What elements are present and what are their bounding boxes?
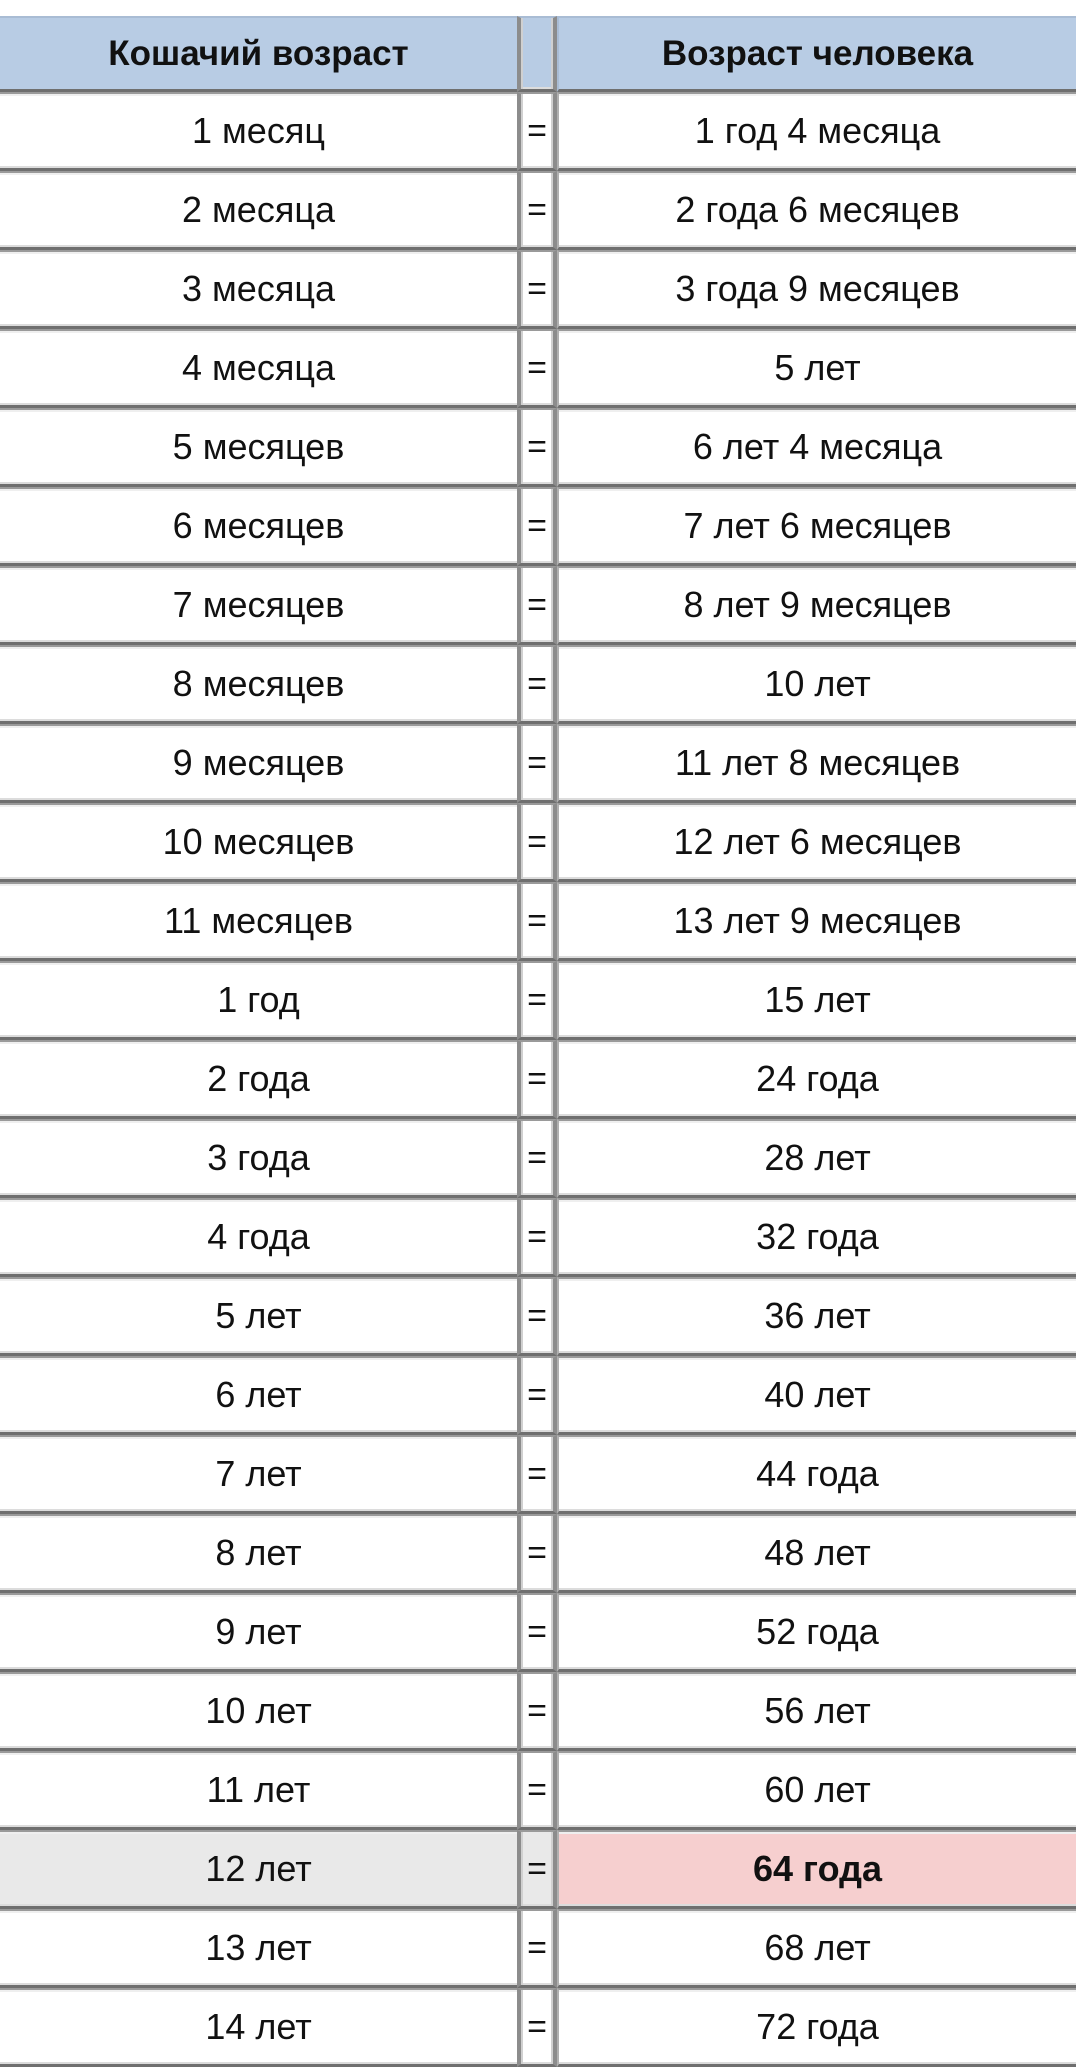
table-row bbox=[0, 1672, 1076, 1751]
human-age-cell: 2 года 6 месяцев bbox=[557, 171, 1076, 250]
table-row bbox=[0, 1277, 1076, 1356]
cat-age-cell: 4 месяца bbox=[0, 329, 517, 408]
human-age-cell: 10 лет bbox=[557, 645, 1076, 724]
equals-sign-cell: = bbox=[517, 1751, 557, 1830]
cat-age-cell: 9 лет bbox=[0, 1593, 517, 1672]
cat-age-cell: 2 месяца bbox=[0, 171, 517, 250]
table-row bbox=[0, 1198, 1076, 1277]
table-row bbox=[0, 1356, 1076, 1435]
equals-sign-cell: = bbox=[517, 1119, 557, 1198]
cat-age-cell: 8 лет bbox=[0, 1514, 517, 1593]
table-row bbox=[0, 1988, 1076, 2067]
human-age-cell: 8 лет 9 месяцев bbox=[557, 566, 1076, 645]
equals-sign-cell: = bbox=[517, 724, 557, 803]
equals-sign-cell: = bbox=[517, 92, 557, 171]
table-row bbox=[0, 1909, 1076, 1988]
cat-age-cell: 5 месяцев bbox=[0, 408, 517, 487]
human-age-cell: 64 года bbox=[557, 1830, 1076, 1909]
human-age-cell: 68 лет bbox=[557, 1909, 1076, 1988]
table-row bbox=[0, 1593, 1076, 1672]
human-age-cell: 12 лет 6 месяцев bbox=[557, 803, 1076, 882]
human-age-cell: 28 лет bbox=[557, 1119, 1076, 1198]
cat-age-cell: 9 месяцев bbox=[0, 724, 517, 803]
table-row bbox=[0, 1435, 1076, 1514]
human-age-cell: 36 лет bbox=[557, 1277, 1076, 1356]
equals-sign-cell: = bbox=[517, 1435, 557, 1514]
human-age-cell: 3 года 9 месяцев bbox=[557, 250, 1076, 329]
human-age-cell: 24 года bbox=[557, 1040, 1076, 1119]
table-row bbox=[0, 1040, 1076, 1119]
table-row bbox=[0, 724, 1076, 803]
table-row bbox=[0, 961, 1076, 1040]
equals-sign-cell: = bbox=[517, 1672, 557, 1751]
table-row bbox=[0, 408, 1076, 487]
human-age-cell: 13 лет 9 месяцев bbox=[557, 882, 1076, 961]
cat-age-cell: 8 месяцев bbox=[0, 645, 517, 724]
equals-sign-cell: = bbox=[517, 882, 557, 961]
cat-age-cell: 10 месяцев bbox=[0, 803, 517, 882]
table-row bbox=[0, 171, 1076, 250]
equals-sign-cell: = bbox=[517, 171, 557, 250]
equals-sign-cell: = bbox=[517, 1356, 557, 1435]
cat-age-cell: 2 года bbox=[0, 1040, 517, 1119]
table-row bbox=[0, 1830, 1076, 1909]
human-age-cell: 40 лет bbox=[557, 1356, 1076, 1435]
human-age-cell: 5 лет bbox=[557, 329, 1076, 408]
table-row bbox=[0, 1514, 1076, 1593]
header-cat-age: Кошачий возраст bbox=[0, 16, 517, 92]
table-header-row bbox=[0, 16, 1076, 92]
human-age-cell: 11 лет 8 месяцев bbox=[557, 724, 1076, 803]
table-row bbox=[0, 645, 1076, 724]
human-age-cell: 32 года bbox=[557, 1198, 1076, 1277]
equals-sign-cell: = bbox=[517, 1040, 557, 1119]
cat-age-cell: 13 лет bbox=[0, 1909, 517, 1988]
cat-age-cell: 10 лет bbox=[0, 1672, 517, 1751]
equals-sign-cell: = bbox=[517, 329, 557, 408]
equals-sign-cell: = bbox=[517, 645, 557, 724]
cat-age-cell: 4 года bbox=[0, 1198, 517, 1277]
equals-sign-cell: = bbox=[517, 1988, 557, 2067]
human-age-cell: 15 лет bbox=[557, 961, 1076, 1040]
equals-sign-cell: = bbox=[517, 1277, 557, 1356]
human-age-cell: 52 года bbox=[557, 1593, 1076, 1672]
equals-sign-cell: = bbox=[517, 1198, 557, 1277]
equals-sign-cell: = bbox=[517, 803, 557, 882]
header-separator bbox=[517, 16, 557, 92]
cat-age-cell: 1 месяц bbox=[0, 92, 517, 171]
cat-age-cell: 1 год bbox=[0, 961, 517, 1040]
cat-age-cell: 7 месяцев bbox=[0, 566, 517, 645]
equals-sign-cell: = bbox=[517, 1909, 557, 1988]
header-human-age: Возраст человека bbox=[557, 16, 1076, 92]
human-age-cell: 48 лет bbox=[557, 1514, 1076, 1593]
cat-age-cell: 14 лет bbox=[0, 1988, 517, 2067]
human-age-cell: 56 лет bbox=[557, 1672, 1076, 1751]
table-row bbox=[0, 329, 1076, 408]
cat-human-age-table bbox=[0, 16, 1076, 2067]
table-row bbox=[0, 92, 1076, 171]
equals-sign-cell: = bbox=[517, 1830, 557, 1909]
cat-age-cell: 6 лет bbox=[0, 1356, 517, 1435]
table-row bbox=[0, 882, 1076, 961]
human-age-cell: 1 год 4 месяца bbox=[557, 92, 1076, 171]
equals-sign-cell: = bbox=[517, 566, 557, 645]
human-age-cell: 60 лет bbox=[557, 1751, 1076, 1830]
human-age-cell: 6 лет 4 месяца bbox=[557, 408, 1076, 487]
equals-sign-cell: = bbox=[517, 1514, 557, 1593]
cat-age-cell: 5 лет bbox=[0, 1277, 517, 1356]
cat-age-cell: 12 лет bbox=[0, 1830, 517, 1909]
equals-sign-cell: = bbox=[517, 408, 557, 487]
table-row bbox=[0, 487, 1076, 566]
table-row bbox=[0, 803, 1076, 882]
cat-age-cell: 7 лет bbox=[0, 1435, 517, 1514]
cat-age-cell: 3 месяца bbox=[0, 250, 517, 329]
table-row bbox=[0, 250, 1076, 329]
human-age-cell: 7 лет 6 месяцев bbox=[557, 487, 1076, 566]
equals-sign-cell: = bbox=[517, 250, 557, 329]
table-row bbox=[0, 566, 1076, 645]
cat-age-cell: 11 лет bbox=[0, 1751, 517, 1830]
equals-sign-cell: = bbox=[517, 961, 557, 1040]
equals-sign-cell: = bbox=[517, 487, 557, 566]
table-row bbox=[0, 1751, 1076, 1830]
table-row bbox=[0, 1119, 1076, 1198]
human-age-cell: 72 года bbox=[557, 1988, 1076, 2067]
table-body bbox=[0, 92, 1076, 2067]
cat-age-cell: 11 месяцев bbox=[0, 882, 517, 961]
cat-age-cell: 6 месяцев bbox=[0, 487, 517, 566]
human-age-cell: 44 года bbox=[557, 1435, 1076, 1514]
equals-sign-cell: = bbox=[517, 1593, 557, 1672]
cat-age-cell: 3 года bbox=[0, 1119, 517, 1198]
